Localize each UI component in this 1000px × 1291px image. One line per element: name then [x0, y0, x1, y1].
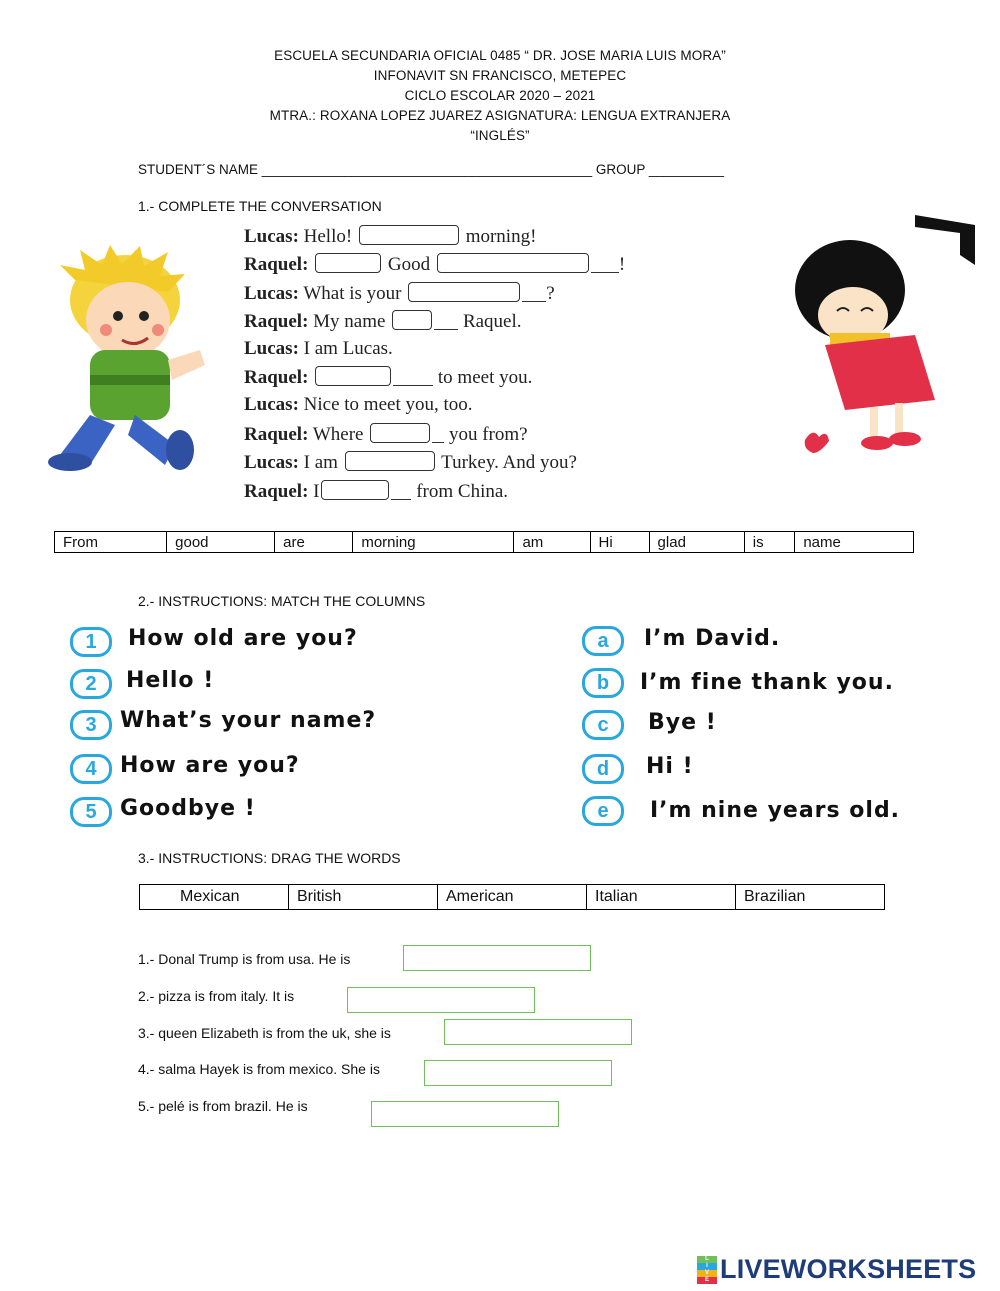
speaker: Lucas: — [244, 452, 299, 473]
drag-word[interactable]: Mexican — [140, 885, 289, 910]
answer-blank[interactable] — [315, 366, 391, 386]
match-right-a[interactable]: I’m David. — [644, 626, 781, 651]
word-bank-item[interactable]: name — [795, 532, 914, 553]
answer-blank[interactable] — [321, 480, 389, 500]
word-bank-item[interactable]: are — [275, 532, 353, 553]
match-right-b[interactable]: I’m fine thank you. — [640, 670, 894, 695]
answer-blank[interactable] — [370, 423, 430, 443]
match-number-3: 3 — [70, 710, 112, 740]
underline — [522, 285, 546, 302]
school-year: CICLO ESCOLAR 2020 – 2021 — [404, 88, 596, 103]
line-text: Good — [387, 254, 431, 275]
drag-word[interactable]: Brazilian — [736, 885, 885, 910]
line-text: Turkey. And you? — [441, 452, 577, 473]
match-number-2: 2 — [70, 669, 112, 699]
speaker: Raquel: — [244, 424, 309, 445]
line-text: Hello! — [303, 226, 353, 247]
line-text: ? — [546, 283, 555, 304]
sentence-2: 2.- pizza is from italy. It is — [138, 988, 295, 1004]
drop-box-5[interactable] — [371, 1101, 559, 1127]
section2-title: 2.- INSTRUCTIONS: MATCH THE COLUMNS — [138, 593, 426, 609]
line-text: Where — [312, 424, 364, 445]
word-bank-2 — [139, 884, 885, 910]
match-letter-c: c — [582, 710, 624, 740]
logo-letter: E — [697, 1277, 717, 1284]
match-letter-e: e — [582, 796, 624, 826]
school-name: ESCUELA SECUNDARIA OFICIAL 0485 “ DR. JOSE MARIA LUIS MORA” — [274, 48, 726, 63]
underline — [393, 369, 433, 386]
logo-letter: L — [697, 1256, 717, 1263]
line-text: ! — [618, 254, 626, 275]
line-text: Nice to meet you, too. — [303, 394, 473, 415]
section3-title: 3.- INSTRUCTIONS: DRAG THE WORDS — [138, 850, 401, 866]
conversation-line-7 — [244, 394, 473, 416]
line-text: morning! — [465, 226, 537, 247]
conversation-line-2 — [244, 253, 625, 276]
section1-title: 1.- COMPLETE THE CONVERSATION — [138, 198, 382, 214]
word-bank-item[interactable]: Hi — [590, 532, 649, 553]
speaker: Lucas: — [244, 338, 299, 359]
logo-letter: V — [697, 1270, 717, 1277]
conversation-line-5 — [244, 338, 393, 360]
sentence-5: 5.- pelé is from brazil. He is — [138, 1098, 308, 1114]
speaker: Raquel: — [244, 254, 309, 275]
match-letter-d: d — [582, 754, 624, 784]
drag-word[interactable]: Italian — [587, 885, 736, 910]
word-bank-item[interactable]: am — [514, 532, 590, 553]
word-bank-1 — [54, 531, 914, 553]
drag-word[interactable]: American — [438, 885, 587, 910]
conversation-line-6 — [244, 366, 532, 389]
match-letter-b: b — [582, 668, 624, 698]
word-bank-item[interactable]: morning — [353, 532, 514, 553]
speaker: Lucas: — [244, 226, 299, 247]
speaker: Lucas: — [244, 283, 299, 304]
teacher-subject: MTRA.: ROXANA LOPEZ JUAREZ ASIGNATURA: LENGUA EXTRANJERA — [269, 108, 731, 123]
speaker: Lucas: — [244, 394, 299, 415]
school-address: INFONAVIT SN FRANCISCO, METEPEC — [373, 68, 627, 83]
drop-box-4[interactable] — [424, 1060, 612, 1086]
line-text: I am — [303, 452, 338, 473]
drop-box-3[interactable] — [444, 1019, 632, 1045]
answer-blank[interactable] — [345, 451, 435, 471]
brand-logo-icon — [697, 1256, 717, 1286]
boy-illustration — [40, 240, 210, 480]
underline — [432, 426, 444, 443]
girl-illustration — [785, 215, 975, 460]
underline — [391, 483, 411, 500]
match-number-1: 1 — [70, 627, 112, 657]
match-left-3[interactable]: What’s your name? — [120, 708, 377, 733]
line-text: you from? — [448, 424, 528, 445]
speaker: Raquel: — [244, 311, 309, 332]
word-bank-item[interactable]: From — [55, 532, 167, 553]
answer-blank[interactable] — [315, 253, 381, 273]
line-text: I — [313, 481, 320, 502]
line-text: My name — [313, 311, 386, 332]
subject-name: “INGLÉS” — [470, 128, 530, 143]
conversation-line-8 — [244, 423, 528, 446]
match-left-1[interactable]: How old are you? — [128, 626, 358, 651]
word-bank-item[interactable]: is — [744, 532, 795, 553]
conversation-line-4 — [244, 310, 522, 333]
match-number-5: 5 — [70, 797, 112, 827]
answer-blank[interactable] — [408, 282, 520, 302]
sentence-3: 3.- queen Elizabeth is from the uk, she is — [138, 1025, 391, 1041]
line-text: What is your — [303, 283, 402, 304]
match-right-d[interactable]: Hi ! — [646, 754, 694, 779]
line-text: from China. — [416, 481, 509, 502]
word-bank-item[interactable]: glad — [649, 532, 744, 553]
underline — [591, 256, 619, 273]
speaker: Raquel: — [244, 481, 309, 502]
match-left-4[interactable]: How are you? — [120, 753, 300, 778]
line-text: to meet you. — [437, 367, 533, 388]
match-letter-a: a — [582, 626, 624, 656]
conversation-line-9 — [244, 451, 577, 474]
sentence-4: 4.- salma Hayek is from mexico. She is — [138, 1061, 380, 1077]
logo-letter: I — [697, 1263, 717, 1270]
match-left-5[interactable]: Goodbye ! — [120, 796, 256, 821]
match-right-e[interactable]: I’m nine years old. — [650, 798, 901, 823]
sentence-1: 1.- Donal Trump is from usa. He is — [138, 951, 351, 967]
word-bank-item[interactable]: good — [167, 532, 275, 553]
conversation-line-3 — [244, 282, 555, 305]
answer-blank[interactable] — [437, 253, 589, 273]
drop-box-2[interactable] — [347, 987, 535, 1013]
answer-blank[interactable] — [392, 310, 432, 330]
line-text: Raquel. — [462, 311, 522, 332]
conversation-line-1 — [244, 225, 536, 248]
student-name-line: STUDENT´S NAME ____________________________________________ GROUP __________ — [138, 162, 724, 177]
line-text: I am Lucas. — [303, 338, 393, 359]
match-left-2[interactable]: Hello ! — [126, 668, 215, 693]
underline — [434, 313, 458, 330]
conversation-line-10 — [244, 480, 508, 503]
answer-blank[interactable] — [359, 225, 459, 245]
drag-word[interactable]: British — [289, 885, 438, 910]
drop-box-1[interactable] — [403, 945, 591, 971]
speaker: Raquel: — [244, 367, 309, 388]
brand-name: LIVEWORKSHEETS — [720, 1254, 977, 1284]
match-number-4: 4 — [70, 754, 112, 784]
match-right-c[interactable]: Bye ! — [648, 710, 717, 735]
